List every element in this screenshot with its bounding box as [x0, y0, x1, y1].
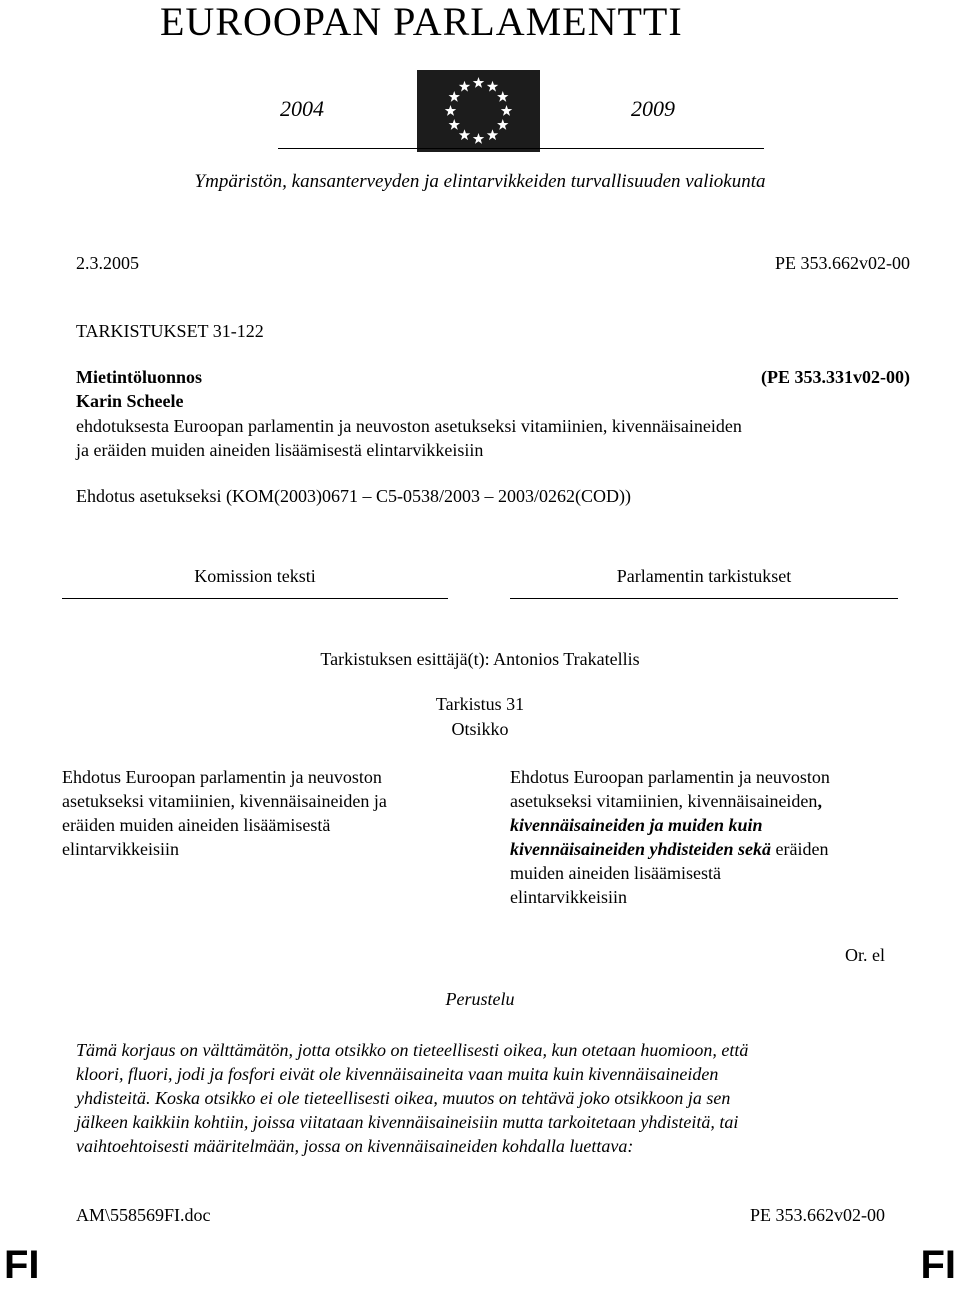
left-column-rule — [62, 598, 448, 599]
amendment-tabled-by: Tarkistuksen esittäjä(t): Antonios Trakatellis — [320, 649, 640, 669]
flag-star-icon — [449, 119, 460, 130]
footer-language-right: FI — [920, 1243, 956, 1287]
footer-document-reference: PE 353.662v02-00 — [750, 1205, 885, 1225]
flag-star-icon — [459, 129, 470, 140]
flag-star-icon — [445, 105, 456, 116]
footer-language-left: FI — [4, 1243, 40, 1287]
amendment-text-line: Ehdotus Euroopan parlamentin ja neuvoston — [510, 767, 830, 787]
inserted-comma: , — [817, 791, 822, 811]
parliament-amendments-header: Parlamentin tarkistukset — [616, 566, 792, 586]
amendment-number: Tarkistus 31 — [435, 694, 525, 714]
amendment-section: Otsikko — [451, 719, 509, 739]
amendment-text-line: kivennäisaineiden yhdisteiden sekä eräiden — [510, 839, 829, 859]
inserted-text-line: kivennäisaineiden ja muiden kuin — [510, 815, 763, 835]
justification-label: Perustelu — [445, 989, 515, 1009]
term-end-year: 2009 — [631, 96, 675, 121]
flag-star-icon — [497, 119, 508, 130]
amendment-text-line: elintarvikkeisiin — [510, 887, 627, 907]
amendment-text-line: asetukseksi vitamiinien, kivennäisaineiden, — [510, 791, 822, 811]
commission-text-line: elintarvikkeisiin — [62, 839, 179, 859]
proposal-reference: Ehdotus asetukseksi (KOM(2003)0671 – C5-0538/2003 – 2003/0262(COD)) — [76, 486, 631, 506]
justification-text — [76, 1038, 916, 1158]
amendment-text-line: muiden aineiden lisäämisestä — [510, 863, 721, 883]
rapporteur-name: Karin Scheele — [76, 391, 184, 411]
justification-line: yhdisteitä. Koska otsikko ei ole tieteellisesti oikea, muutos on tehtävä joko otsikkoon ja sen — [76, 1088, 731, 1108]
justification-line: jälkeen kaikkiin kohtiin, joissa viitataan kivennäisaineisiin mutta tarkoitetaan yhdisteitä, tai — [76, 1112, 739, 1132]
parliament-title: EUROOPAN PARLAMENTTI — [160, 0, 683, 44]
report-label: Mietintöluonnos — [76, 367, 203, 387]
term-start-year: 2004 — [280, 96, 324, 121]
flag-star-icon — [487, 81, 498, 92]
amendments-heading: TARKISTUKSET 31-122 — [76, 321, 264, 341]
document-reference: PE 353.662v02-00 — [775, 253, 910, 273]
justification-line: vaihtoehtoisesti määritelmään, jossa on kivennäisaineiden kohdalla luettava: — [76, 1136, 634, 1156]
flag-star-icon — [501, 105, 512, 116]
commission-text-line: asetukseksi vitamiinien, kivennäisaineiden ja — [62, 791, 387, 811]
flag-star-icon — [459, 81, 470, 92]
justification-line: kloori, fluori, jodi ja fosfori eivät ole kivennäisaineita vaan muita kuin kivennäisaineiden — [76, 1064, 719, 1084]
report-reference: (PE 353.331v02-00) — [761, 367, 910, 387]
header-rule — [278, 148, 764, 149]
flag-star-icon — [497, 91, 508, 102]
flag-star-icon — [487, 129, 498, 140]
right-column-rule — [510, 598, 898, 599]
amendment-text — [510, 765, 930, 909]
report-description-line1: ehdotuksesta Euroopan parlamentin ja neuvoston asetukseksi vitamiinien, kivennäisaineiden — [76, 416, 742, 436]
flag-star-icon — [473, 77, 484, 88]
commission-text-line: Ehdotus Euroopan parlamentin ja neuvoston — [62, 767, 382, 787]
original-language: Or. el — [845, 945, 885, 965]
commission-text — [62, 765, 462, 861]
document-date: 2.3.2005 — [76, 253, 139, 273]
flag-star-icon — [473, 133, 484, 144]
report-description-line2: ja eräiden muiden aineiden lisäämisestä elintarvikkeisiin — [76, 440, 484, 460]
footer-file-name: AM\558569FI.doc — [76, 1205, 211, 1225]
flag-star-icon — [449, 91, 460, 102]
justification-line: Tämä korjaus on välttämätön, jotta otsikko on tieteellisesti oikea, kun otetaan huomioon, että — [76, 1040, 749, 1060]
committee-name: Ympäristön, kansanterveyden ja elintarvikkeiden turvallisuuden valiokunta — [194, 171, 766, 192]
commission-text-header: Komission teksti — [194, 566, 316, 586]
inserted-text: kivennäisaineiden yhdisteiden sekä — [510, 839, 771, 859]
commission-text-line: eräiden muiden aineiden lisäämisestä — [62, 815, 331, 835]
eu-flag-icon — [417, 70, 540, 152]
